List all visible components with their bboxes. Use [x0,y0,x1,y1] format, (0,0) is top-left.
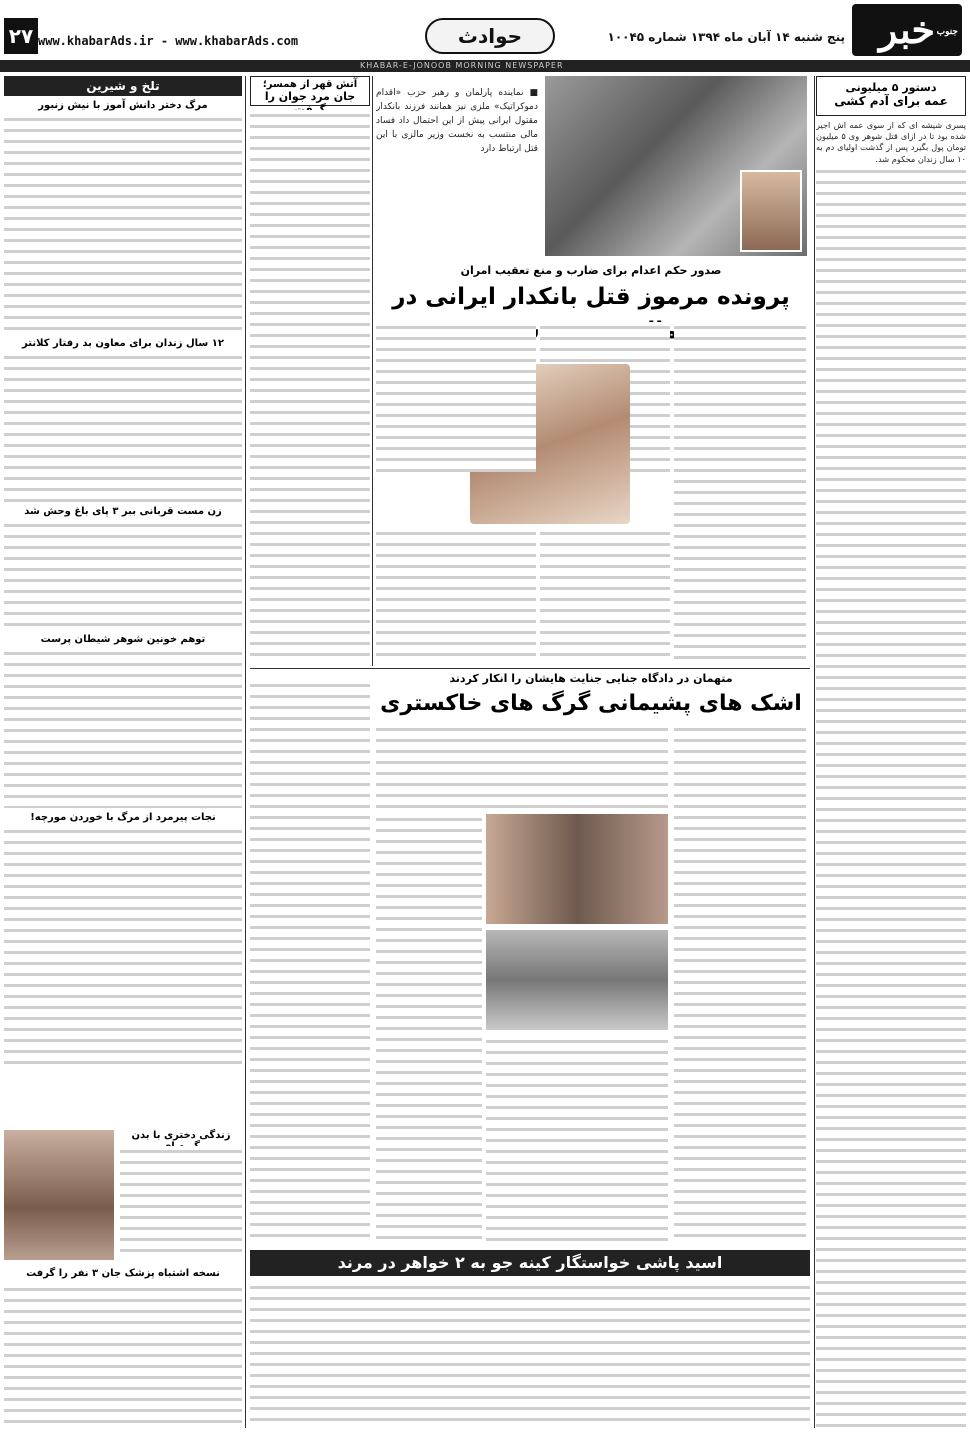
middle-story-col-1 [674,724,806,1244]
right-column-header [816,76,966,116]
right-column-kicker: دستور ۵ میلیونی [845,81,937,94]
fire-story-title: جان مرد جوان را [264,90,356,103]
bitter-sweet-banner: تلخ و شیرین [4,76,242,96]
left-item-title-2: ۱۲ سال زندان برای معاون بد رفتار کلانتر [22,338,224,349]
left-item-text-2 [4,352,242,502]
website-url[interactable]: www.khabarAds.ir - www.khabarAds.com [38,34,299,48]
defendants-photo [486,814,668,924]
left-item-title-3: زن مست قربانی ببر ۳ پای باغ وحش شد [24,506,222,517]
section-title: حوادث [425,18,555,54]
top-story-col-3 [376,322,536,472]
middle-story-col-4 [486,1036,668,1244]
logo-text: خبر [879,7,935,52]
column-rule [814,76,815,1428]
left-item-text-4 [4,648,242,808]
top-story-col-4 [540,528,670,664]
newspaper-logo [852,4,962,56]
top-story-headline: پرونده مرموز قتل بانکدار ایرانی در [392,284,790,310]
logo-subtitle: جنوب [936,27,958,37]
left-item-title-1: مرگ دختر دانش آموز با نیش زنبور [38,100,208,111]
right-column-lead: پسری شیشه ای که از سوی عمه اش اجیر شده بود تا در ازای قتل شوهر وی ۵ میلیون تومان پول بگیرد پس از گذشت اولیای دم به ۱۰ سال زندان محکوم شد. [816,120,966,164]
column-rule [245,76,246,1428]
right-column-title: عمه برای آدم کشی [834,94,948,108]
middle-story-headline: اشک های پشیمانی گرگ های خاکستری [380,691,802,716]
bottom-story-text [250,1282,810,1428]
cat-girl-photo [4,1130,114,1260]
fire-story-kicker: آتش قهر از همسر؛ [262,79,358,90]
courtroom-photo [486,930,668,1030]
middle-story-col-3 [376,814,482,1244]
victim-portrait [740,170,802,252]
top-story-kicker: صدور حکم اعدام برای ضارب و منع تعقیب امران [460,264,722,277]
middle-story-col-left [250,680,370,1245]
left-item-text-1 [4,114,242,334]
left-item-title-6: زندگی دختری با بدن [131,1130,231,1141]
top-story-col-1 [674,322,806,664]
column-rule [372,76,373,666]
middle-story-col-2 [376,724,668,810]
top-story-col-5 [376,528,536,664]
photo-caption: ■ نماینده پارلمان و رهبر حزب «اقدام دموکراتیک» ملزی نیز همانند فرزند بانکدار مقتول ایرانی پیش از این احتمال داد فساد مالی منتسب به نخست وزیر مالزی با این قتل ارتباط دارد [376,88,538,154]
issue-line: پنج شنبه ۱۴ آبان ماه ۱۳۹۴ شماره ۱۰۰۴۵ [607,30,845,44]
header-strip [0,60,970,72]
left-item-title-4: توهم خونین شوهر شیطان پرست [40,634,206,645]
left-item-title-7: نسخه اشتباه پزشک جان ۳ نفر را گرفت [26,1268,220,1279]
section-rule [250,668,810,669]
left-item-title-5: نجات پیرمرد از مرگ با خوردن مورچه! [30,812,216,823]
bottom-story-headline: اسید پاشی خواستگار کینه جو به ۲ خواهر در مرند [250,1250,810,1276]
fire-story-header [250,76,370,106]
left-item-text-7 [4,1284,242,1428]
right-column-text [816,166,966,1428]
fire-story-text [250,110,370,664]
left-item-text-5 [4,826,242,1066]
left-item-text-6 [120,1146,242,1260]
page-number: ۲۷ [4,18,38,54]
left-item-text-3 [4,520,242,630]
middle-story-kicker: متهمان در دادگاه جنایی جنایت هایشان را انکار کردند [449,672,733,685]
strip-text: KHABAR-E-JONOOB MORNING NEWSPAPER [360,61,564,70]
